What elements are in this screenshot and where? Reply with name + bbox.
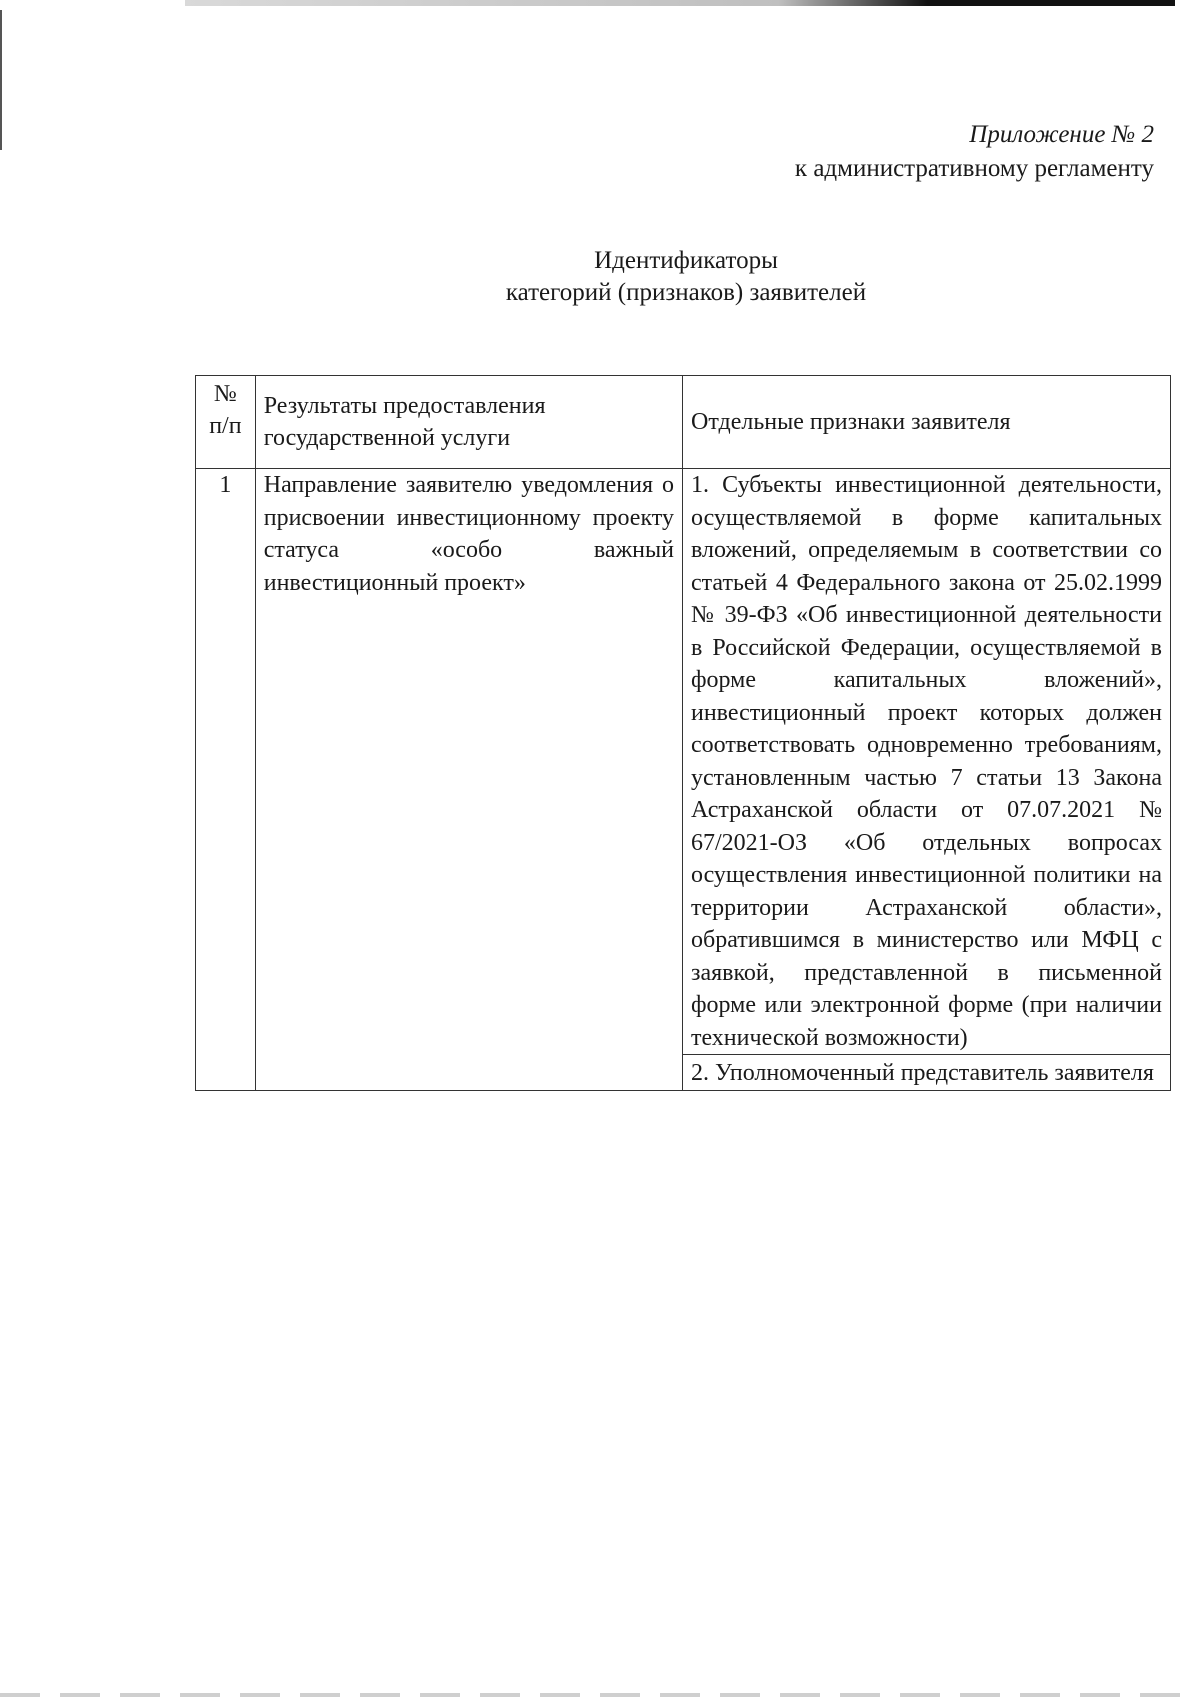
- scan-edge-left: [0, 10, 2, 150]
- scan-edge-top: [185, 0, 1175, 6]
- title-line-2: категорий (признаков) заявителей: [505, 279, 867, 306]
- header-results: Результаты предоставления государственной услуги: [255, 376, 682, 469]
- title-line-1: Идентификаторы: [594, 247, 778, 274]
- row-sign-2: 2. Уполномоченный представитель заявителя: [682, 1055, 1170, 1091]
- document-title: [0, 245, 1200, 309]
- table-header-row: [196, 376, 1171, 469]
- identifiers-table: [195, 375, 1171, 1091]
- table-row: [196, 469, 1171, 1055]
- scan-edge-bottom: [0, 1693, 1200, 1697]
- appendix-reference: к административному регламенту: [794, 155, 1154, 182]
- appendix-header: [795, 118, 1154, 186]
- row-result: Направление заявителю уведомления о присвоении инвестиционному проекту статуса «особо важный инвестиционный проект»: [255, 469, 682, 1091]
- header-number: [196, 376, 256, 469]
- header-signs: Отдельные признаки заявителя: [682, 376, 1170, 469]
- header-number-pp: п/п: [209, 413, 242, 439]
- row-sign-1: 1. Субъекты инвестиционной деятельности, осуществляемой в форме капитальных вложений, определяемым в соответствии со статьей 4 Федерального закона от 25.02.1999 № 39-ФЗ «Об инвестиционной деятельности в Российской Федерации, осуществляемой в форме капитальных вложений», инвестиционный проект которых должен соответствовать одновременно требованиям, установленным частью 7 статьи 13 Закона Астраханской области от 07.07.2021 № 67/2021-ОЗ «Об отдельных вопросах осуществления инвестиционной политики на территории Астраханской области», обратившимся в министерство или МФЦ с заявкой, представленной в письменной форме или электронной форме (при наличии технической возможности): [682, 469, 1170, 1055]
- header-number-sign: №: [213, 381, 237, 407]
- appendix-number: Приложение № 2: [969, 121, 1154, 148]
- row-number: 1: [196, 469, 256, 1091]
